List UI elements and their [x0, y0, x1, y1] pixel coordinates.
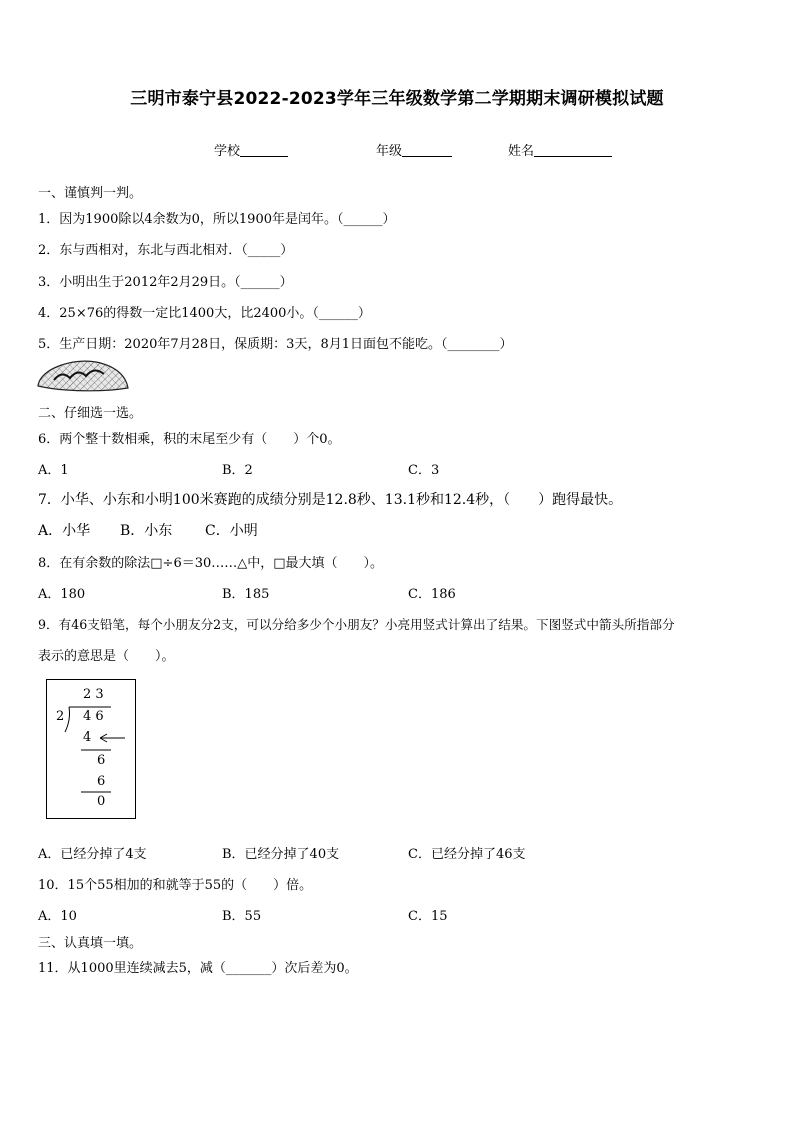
school-label: 学校	[214, 144, 241, 159]
q6-option-b[interactable]: B．2	[222, 463, 253, 478]
bread-icon	[34, 358, 130, 394]
q8-option-c[interactable]: C．186	[408, 587, 456, 602]
question-5: 5．生产日期：2020年7月28日，保质期：3天，8月1日面包不能吃。（________）	[38, 337, 513, 352]
quotient: 2 3	[83, 687, 104, 702]
section-2-heading: 二、仔细选一选。	[38, 406, 143, 421]
question-4: 4．25×76的得数一定比1400大，比2400小。（______）	[38, 306, 371, 321]
grade-blank[interactable]	[402, 142, 452, 157]
q10-option-b[interactable]: B．55	[222, 909, 262, 924]
divisor: 2	[56, 709, 65, 724]
question-6: 6．两个整十数相乘，积的末尾至少有（ ）个0。	[38, 432, 341, 447]
name-field[interactable]	[508, 140, 612, 159]
division-step-2: 6	[97, 753, 106, 768]
grade-label: 年级	[376, 144, 403, 159]
q9-option-c[interactable]: C．已经分掉了46支	[408, 847, 526, 862]
name-label: 姓名	[508, 144, 535, 159]
q10-option-c[interactable]: C．15	[408, 909, 448, 924]
question-10: 10．15个55相加的和就等于55的（ ）倍。	[38, 878, 313, 893]
grade-field[interactable]	[376, 140, 452, 159]
q7-option-b[interactable]: B．小东	[120, 523, 173, 539]
division-step-3: 6	[97, 774, 106, 789]
school-field[interactable]	[214, 140, 288, 159]
question-2: 2．东与西相对，东北与西北相对．（_____）	[38, 243, 294, 258]
q8-option-a[interactable]: A．180	[38, 587, 86, 602]
q7-option-c[interactable]: C．小明	[205, 523, 258, 539]
q7-option-a[interactable]: A．小华	[38, 523, 91, 539]
q6-option-c[interactable]: C．3	[408, 463, 440, 478]
question-3: 3．小明出生于2012年2月29日。（______）	[38, 275, 293, 290]
q9-option-a[interactable]: A．已经分掉了4支	[38, 847, 147, 862]
question-8: 8．在有余数的除法□÷6＝30……△中，□最大填（ ）。	[38, 556, 384, 571]
section-1-heading: 一、谨慎判一判。	[38, 186, 143, 201]
division-step-1: 4	[83, 730, 92, 745]
question-7: 7．小华、小东和小明100米赛跑的成绩分别是12.8秒、13.1秒和12.4秒，（ ）跑得最快。	[38, 492, 623, 508]
page-title: 三明市泰宁县2022-2023学年三年级数学第二学期期末调研模拟试题	[130, 89, 664, 109]
q10-option-a[interactable]: A．10	[38, 909, 77, 924]
question-9-line-1: 9．有46支铅笔，每个小朋友分2支，可以分给多少个小朋友？小亮用竖式计算出了结果。下图竖式中箭头所指部分	[38, 617, 675, 632]
division-lines	[47, 680, 135, 818]
long-division-figure	[46, 679, 136, 819]
q6-option-a[interactable]: A．1	[38, 463, 69, 478]
question-11: 11．从1000里连续减去5，减（_______）次后差为0。	[38, 961, 358, 976]
name-blank[interactable]	[534, 142, 612, 157]
arrow-left-icon	[100, 734, 125, 742]
question-9-line-2: 表示的意思是（ ）。	[38, 649, 175, 664]
question-1: 1．因为1900除以4余数为0，所以1900年是闰年。（______）	[38, 212, 396, 227]
school-blank[interactable]	[240, 142, 288, 157]
q9-option-b[interactable]: B．已经分掉了40支	[222, 847, 340, 862]
q8-option-b[interactable]: B．185	[222, 587, 270, 602]
section-3-heading: 三、认真填一填。	[38, 936, 143, 951]
division-remainder: 0	[97, 794, 106, 809]
dividend: 4 6	[83, 709, 104, 724]
